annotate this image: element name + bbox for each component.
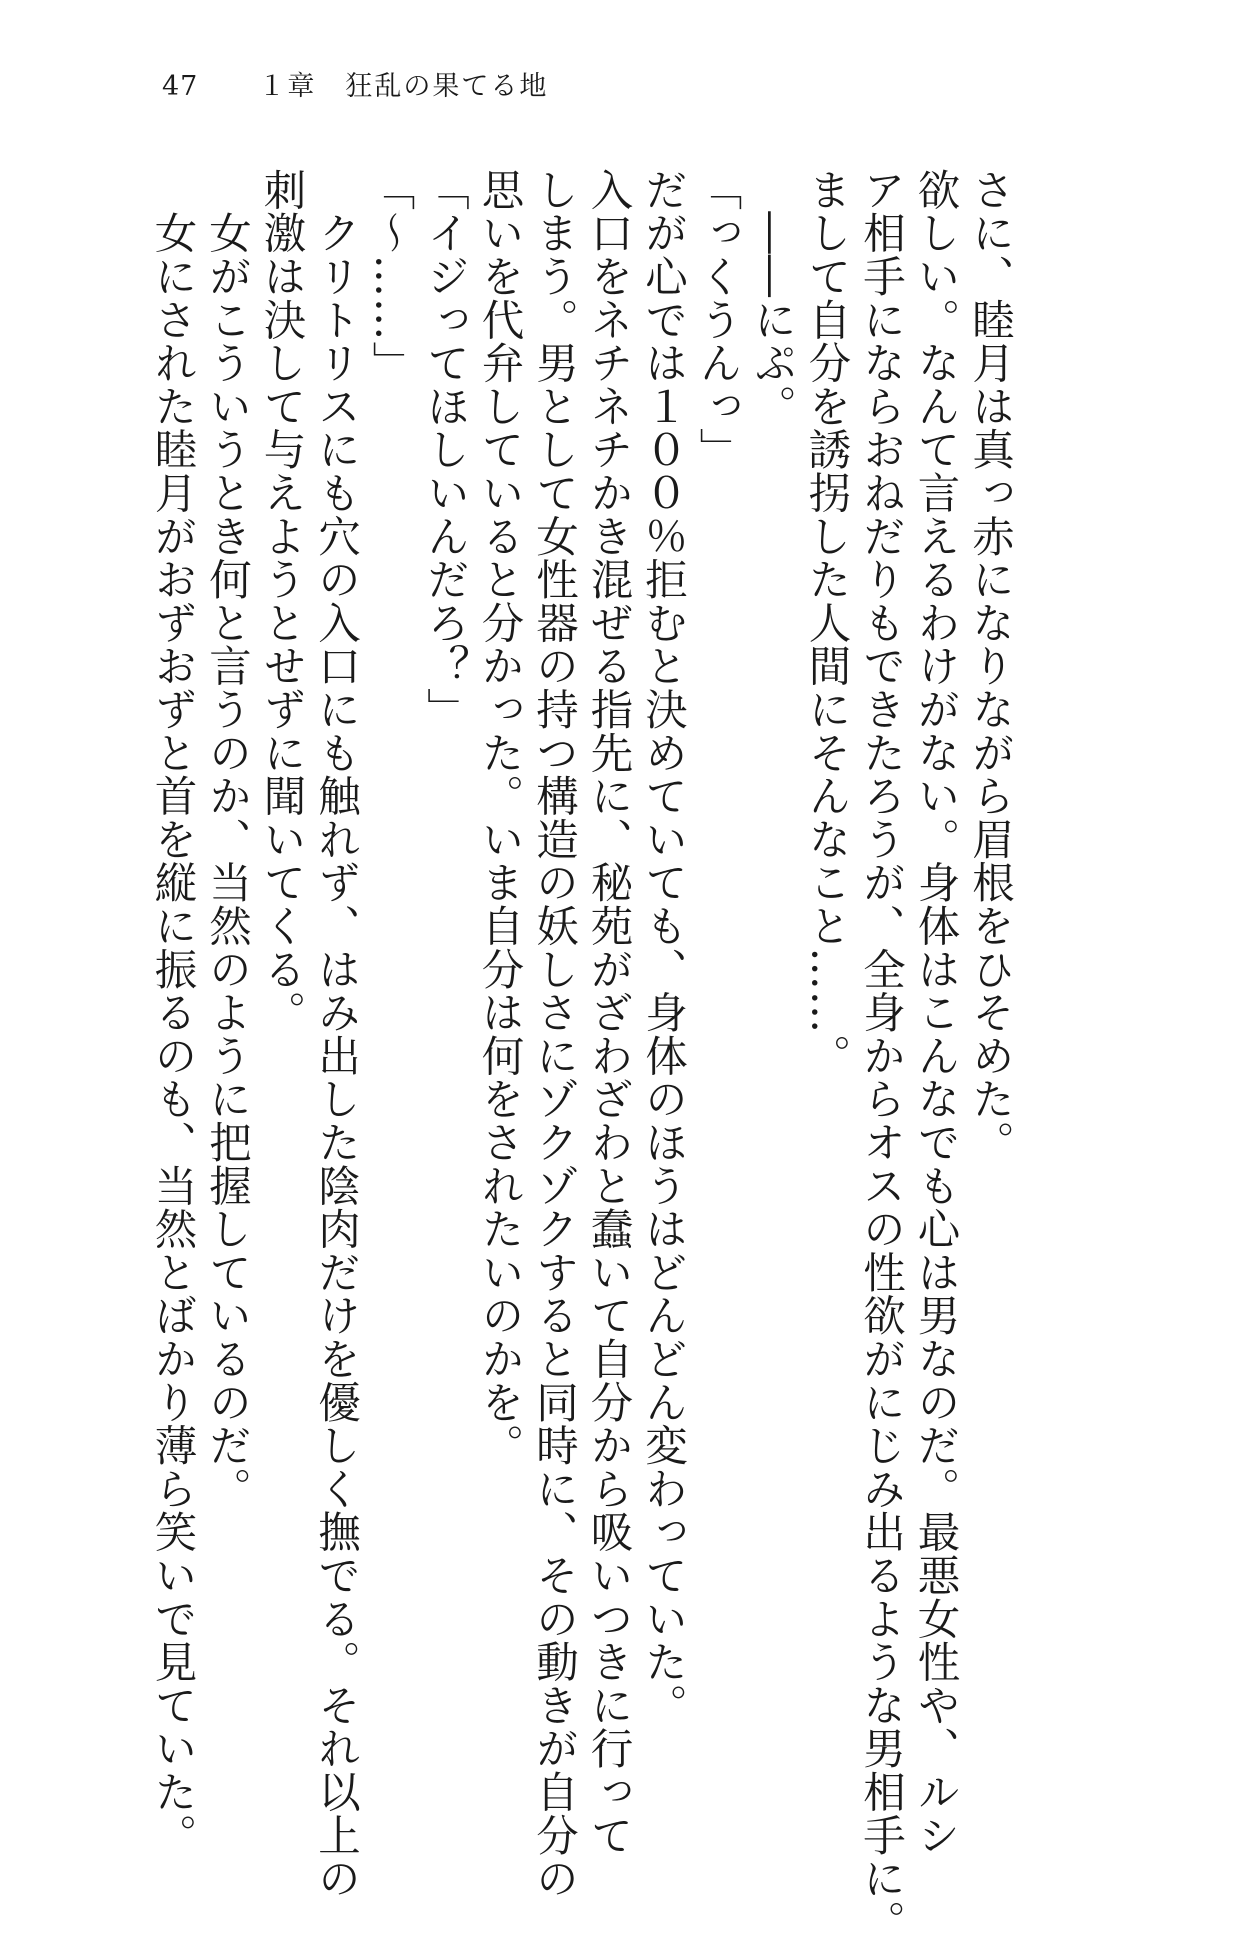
dialogue-line: 「～……」 [365, 168, 415, 385]
text-line: ア相手にならおねだりもできたろうが、全身からオスの性欲がにじみ出るような男相手に。 [856, 168, 905, 1943]
text-line: さに、睦月は真っ赤になりながら眉根をひそめた。 [965, 168, 1014, 1164]
dialogue-line: 「イジってほしいんだろ？」 [420, 168, 469, 731]
text-line: 刺激は決して与えようとせずに聞いてくる。 [256, 168, 306, 1034]
text-line: 女がこういうとき何と言うのか、当然のように把握しているのだ。 [202, 168, 251, 1511]
running-header [162, 64, 548, 103]
text-line: まして自分を誘拐した人間にそんなこと……。 [801, 168, 851, 1078]
text-line: 欲しい。なんて言えるわけがない。身体はこんなでも心は男なのだ。最悪女性や、ルシ [910, 168, 960, 1857]
text-line: 思いを代弁していると分かった。いま自分は何をされたいのかを。 [474, 168, 524, 1467]
page-number: 47 [162, 71, 199, 102]
dialogue-line: 「っくうんっ」 [692, 168, 742, 472]
text-line: ――にぷ。 [747, 168, 796, 428]
body-text [144, 168, 1016, 1943]
text-line: クリトリスにも穴の入口にも触れず、はみ出した陰肉だけを優しく撫でる。それ以上の [311, 168, 360, 1900]
chapter-title: １章 狂乱の果てる地 [258, 71, 549, 102]
text-line: しまう。男として女性器の持つ構造の妖しさにゾクゾクすると同時に、その動きが自分の [529, 168, 578, 1900]
text-line: だが心では１００％拒むと決めていても、身体のほうはどんどん変わっていた。 [638, 168, 687, 1727]
text-line: 入口をネチネチかき混ぜる指先に、秘苑がざわざわと蠢いて自分から吸いつきに行って [583, 168, 633, 1857]
text-line: 女にされた睦月がおずおずと首を縦に振るのも、当然とばかり薄ら笑いで見ていた。 [147, 168, 197, 1857]
